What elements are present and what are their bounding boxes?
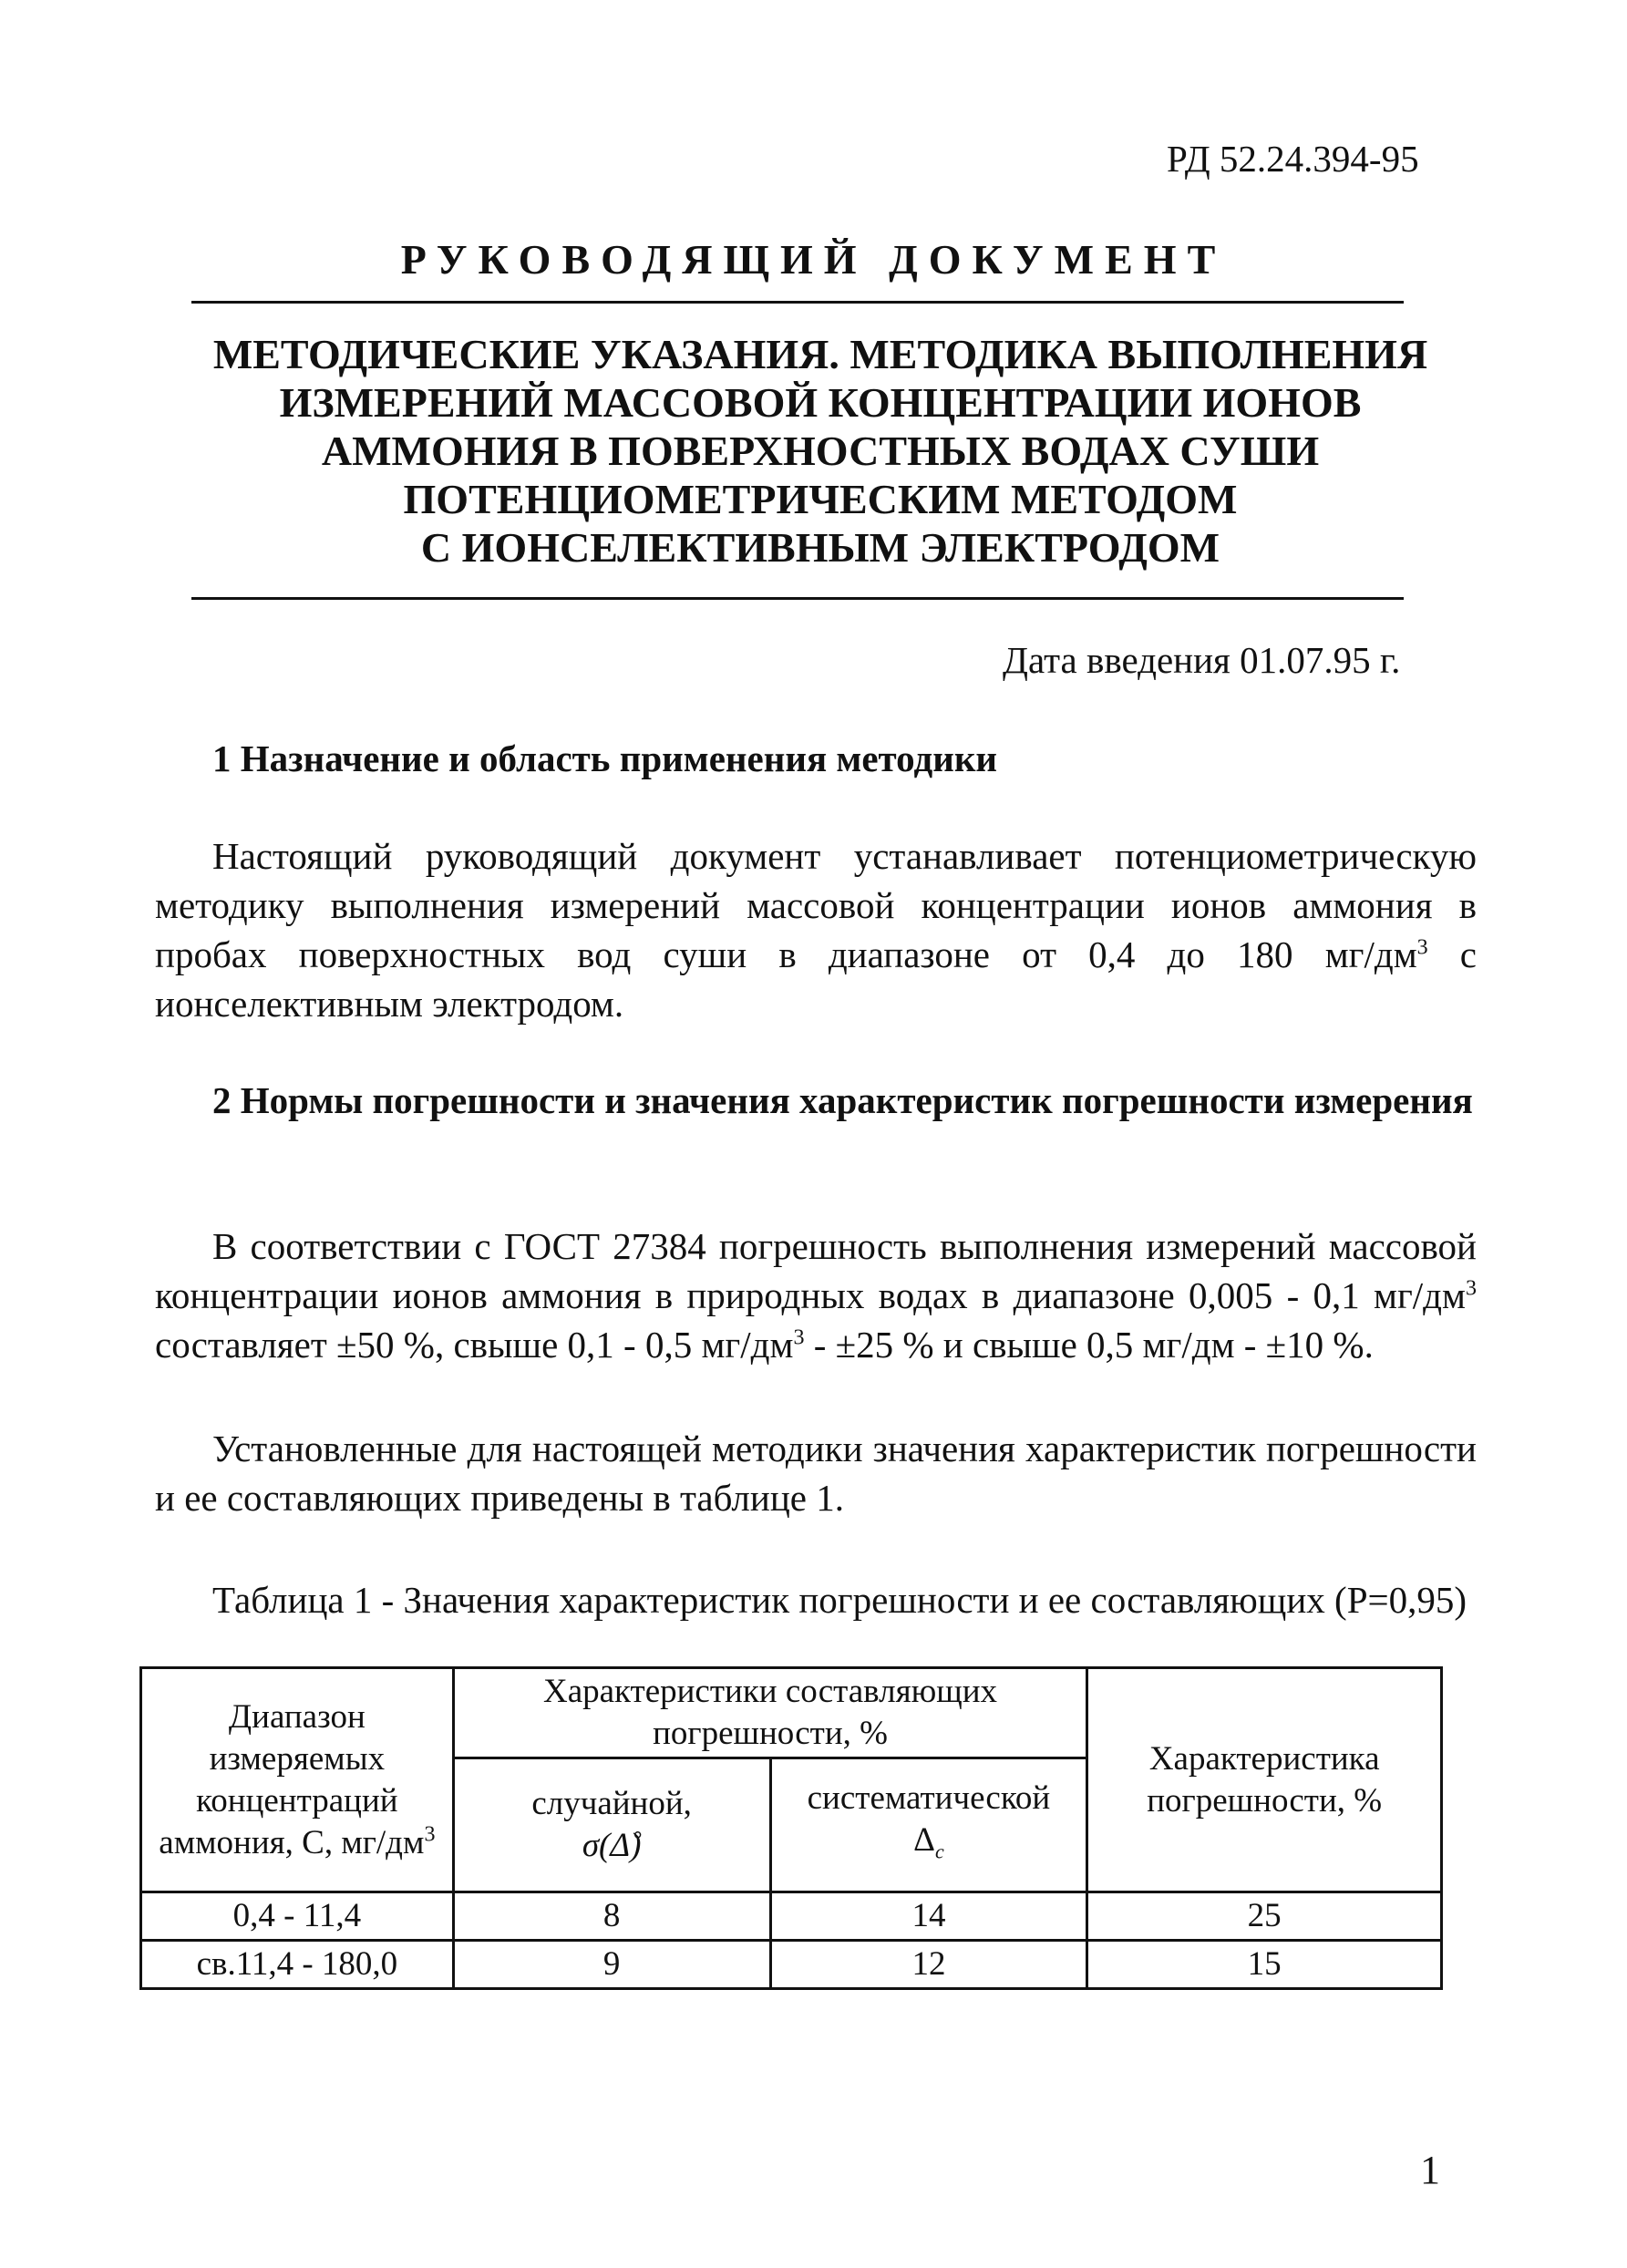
superscript: 3 [793,1325,805,1350]
superscript: 3 [424,1822,436,1847]
top-rule [191,301,1404,304]
header-range [141,1668,454,1892]
cell-range: св.11,4 - 180,0 [141,1941,454,1989]
title-line: АММОНИЯ В ПОВЕРХНОСТНЫХ ВОДАХ СУШИ [321,428,1320,474]
section2-text: В соответствии с ГОСТ 27384 погрешность выполнения измерений массовой концентрации ионов аммония в природных водах в диапазоне 0,005 - 0,1 мг/дм [155,1225,1477,1316]
section2-paragraph-1 [155,1222,1477,1369]
header-random [453,1758,770,1892]
title-line: С ИОНСЕЛЕКТИВНЫМ ЭЛЕКТРОДОМ [420,524,1220,571]
cell-random: 9 [453,1941,770,1989]
header-range-label: Диапазон измеряемых концентраций аммония, С, мг/дм [159,1697,425,1861]
cell-systematic: 14 [770,1892,1087,1941]
error-characteristics-table [139,1666,1443,1990]
bottom-rule [191,597,1404,600]
section2-heading: 2 Нормы погрешности и значения характеристик погрешности измерения [212,1079,1473,1121]
title-line: ИЗМЕРЕНИЙ МАССОВОЙ КОНЦЕНТРАЦИИ ИОНОВ [279,379,1362,426]
document-type: РУКОВОДЯЩИЙ ДОКУМЕНТ [400,236,1227,283]
cell-systematic: 12 [770,1941,1087,1989]
cell-range: 0,4 - 11,4 [141,1892,454,1941]
header-components: Характеристики составляющих погрешности, % [453,1668,1087,1758]
cell-total: 25 [1087,1892,1442,1941]
delta-c-icon: $\Delta_с$ [913,1820,944,1863]
section1-heading: 1 Назначение и область применения методики [212,737,998,779]
cell-total: 15 [1087,1941,1442,1989]
table-caption: Таблица 1 - Значения характеристик погрешности и ее составляющих (Р=0,95) [212,1579,1467,1621]
title-line: МЕТОДИЧЕСКИЕ УКАЗАНИЯ. МЕТОДИКА ВЫПОЛНЕНИЯ [212,331,1428,377]
superscript: 3 [1466,1276,1477,1301]
header-systematic [770,1758,1087,1892]
table-row [141,1941,1442,1989]
introduction-date: Дата введения 01.07.95 г. [1003,639,1401,681]
title-line: ПОТЕНЦИОМЕТРИЧЕСКИМ МЕТОДОМ [403,476,1238,522]
document-code: РД 52.24.394-95 [1167,138,1419,180]
systematic-label: систематической [807,1778,1051,1817]
section1-text-end: с ионселективным электродом. [155,933,1477,1025]
page-number: 1 [1420,2148,1440,2192]
sigma-delta-icon: σ(Δ̊) [582,1827,642,1864]
document-title [146,330,1495,572]
superscript: 3 [1416,935,1428,960]
section2-text: составляет ±50 %, свыше 0,1 - 0,5 мг/дм [155,1324,794,1366]
section2-paragraph-2: Установленные для настоящей методики значения характеристик погрешности и ее составляющих приведены в таблице 1. [155,1428,1477,1519]
section1-paragraph [155,831,1477,1028]
table-row [141,1892,1442,1941]
cell-random: 8 [453,1892,770,1941]
header-total: Характеристика погрешности, % [1087,1668,1442,1892]
section1-text: Настоящий руководящий документ устанавливает потенциометрическую методику выполнения измерений массовой концентрации ионов аммония в пробах поверхностных вод суши в диапазоне от 0,4 до 180 мг/дм [155,835,1477,975]
section2-text: - ±25 % и свыше 0,5 мг/дм - ±10 %. [804,1324,1374,1366]
random-label: случайной, [531,1785,692,1822]
